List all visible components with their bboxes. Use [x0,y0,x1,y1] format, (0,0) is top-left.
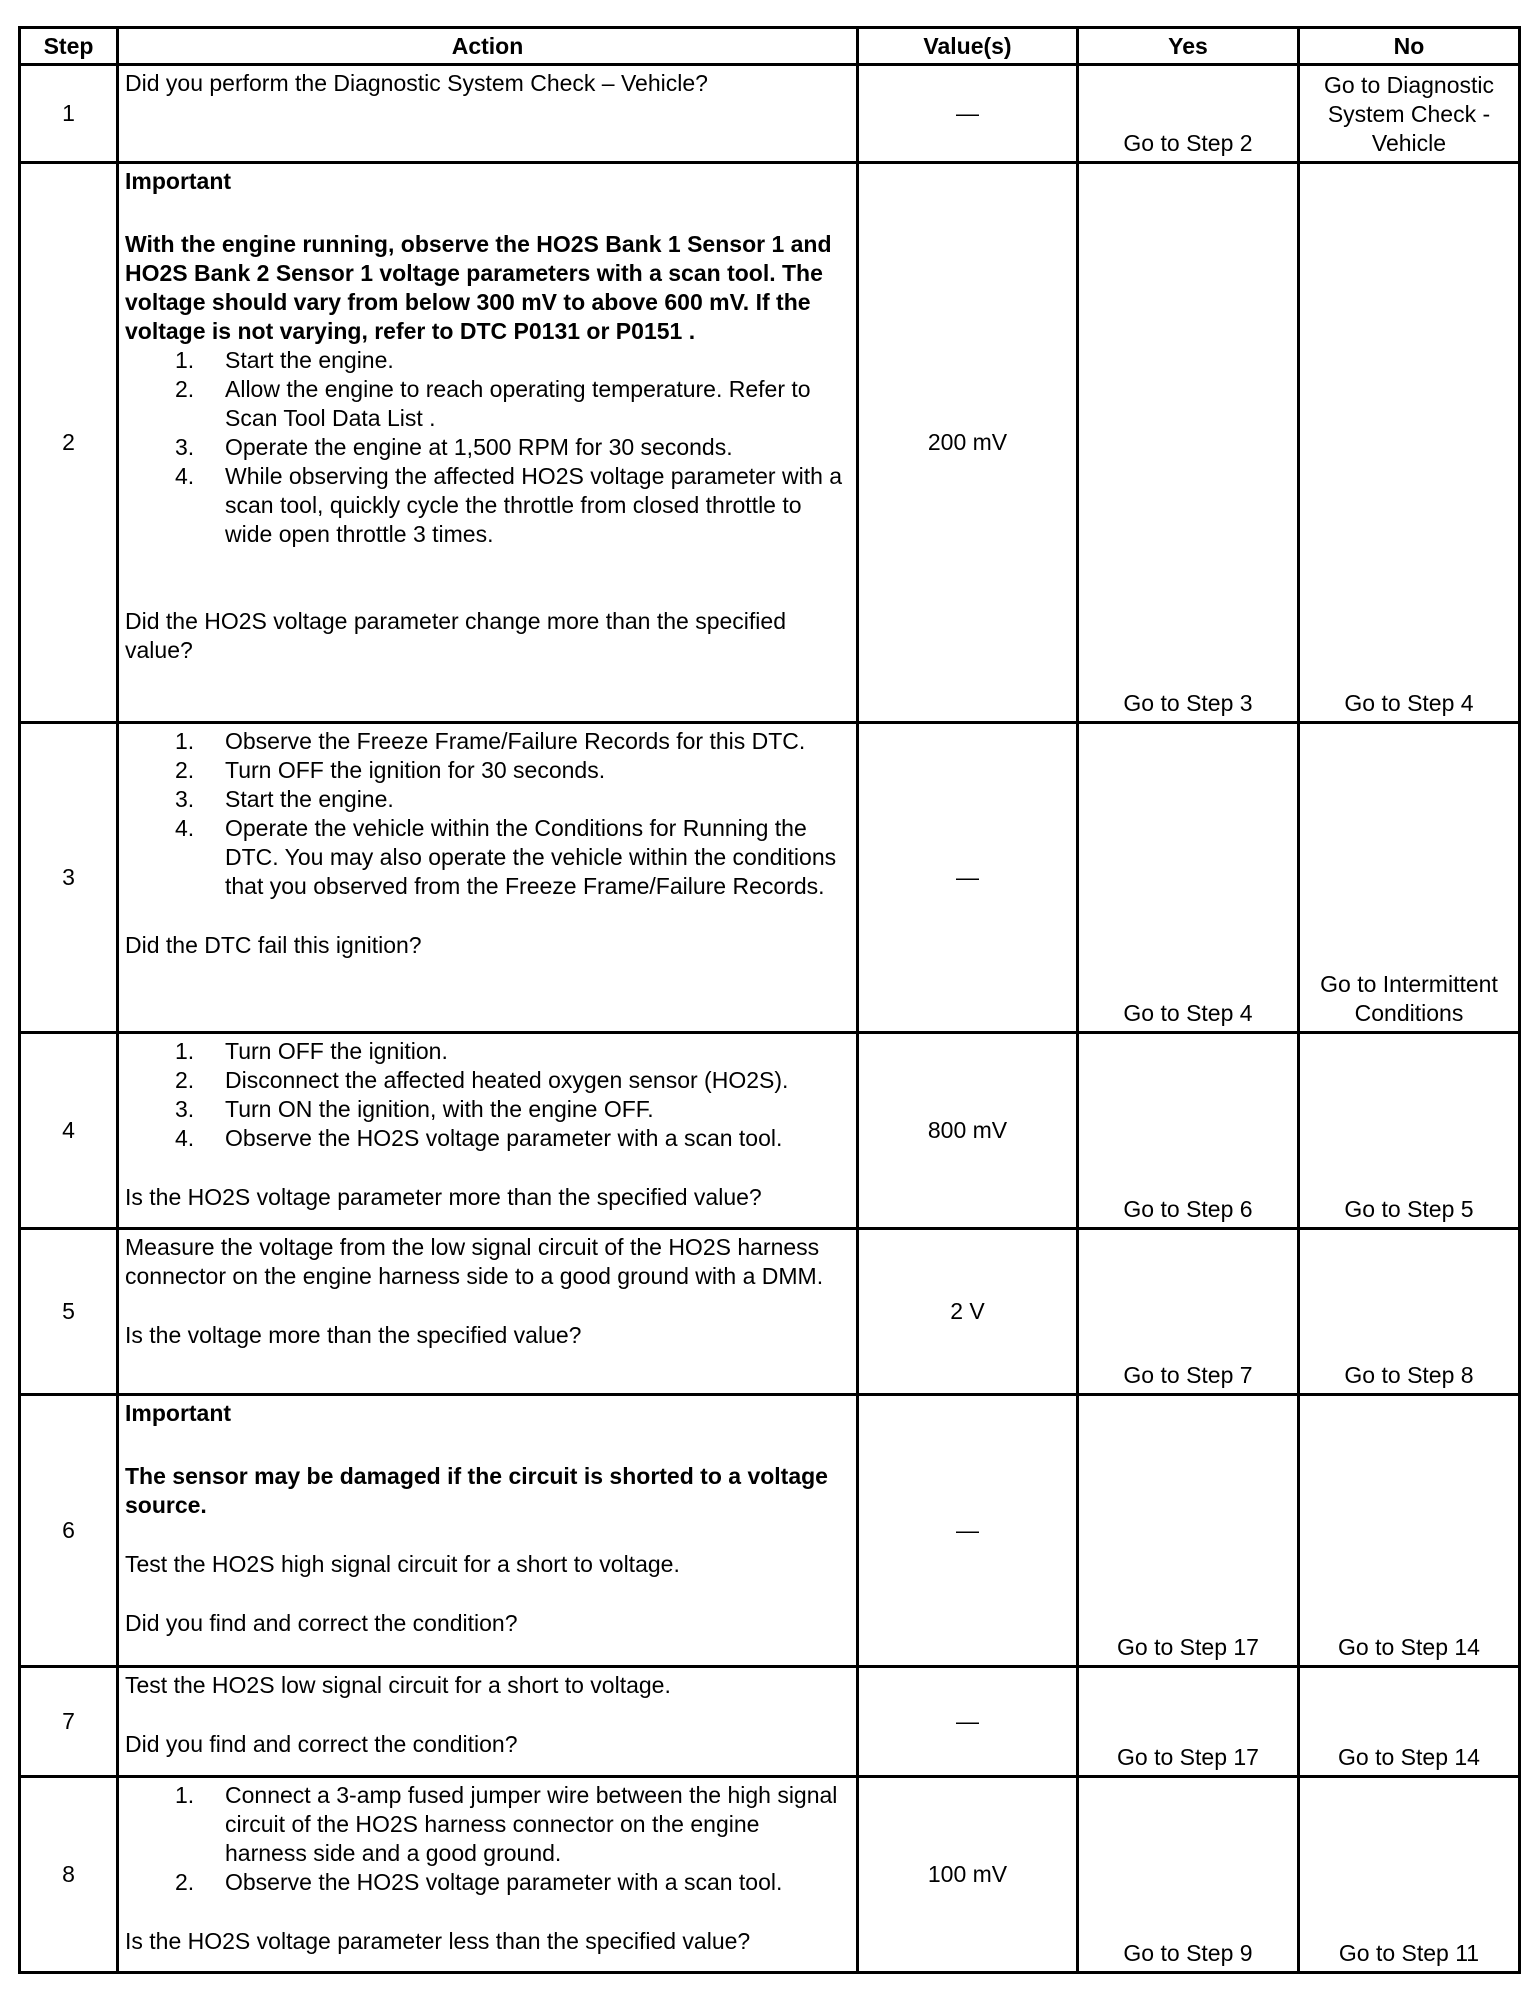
no-cell: Go to Step 8 [1299,1229,1520,1395]
list-item [175,727,846,756]
table-row [20,1033,1520,1229]
list-item-number: 2. [175,1869,195,1895]
value-cell: — [858,1667,1078,1777]
yes-cell: Go to Step 2 [1078,65,1299,163]
action-question: Did the DTC fail this ignition? [125,932,422,958]
procedure-list [125,346,850,549]
action-text: Test the HO2S low signal circuit for a short to voltage. [125,1672,671,1698]
list-item-text: While observing the affected HO2S voltage parameter with a scan tool, quickly cycle the throttle from closed throttle to wide open throttle 3 times. [225,463,843,547]
list-item [175,375,846,433]
list-item-number: 2. [175,376,195,402]
list-item [175,1124,846,1153]
value-cell: — [858,65,1078,163]
action-question: Did you find and correct the condition? [125,1731,518,1757]
step-number: 3 [20,723,118,1033]
step-number: 6 [20,1395,118,1667]
step-number: 2 [20,163,118,723]
no-cell: Go to Diagnostic System Check - Vehicle [1299,65,1520,163]
value-cell: — [858,723,1078,1033]
action-cell [118,65,858,163]
action-question: Is the HO2S voltage parameter less than the specified value? [125,1928,751,1954]
no-cell: Go to Step 4 [1299,163,1520,723]
yes-cell: Go to Step 6 [1078,1033,1299,1229]
action-question: Is the HO2S voltage parameter more than the specified value? [125,1184,762,1210]
list-item-number: 3. [175,434,195,460]
procedure-list [125,1037,850,1153]
no-cell: Go to Step 14 [1299,1395,1520,1667]
header-step: Step [20,28,118,65]
action-cell [118,1395,858,1667]
list-item-text: Disconnect the affected heated oxygen sensor (HO2S). [225,1067,789,1093]
step-number: 1 [20,65,118,163]
list-item-text: Turn OFF the ignition for 30 seconds. [225,757,606,783]
action-cell [118,1229,858,1395]
list-item [175,756,846,785]
list-item [175,433,846,462]
list-item-number: 4. [175,463,195,489]
table-row [20,1395,1520,1667]
important-text: With the engine running, observe the HO2S Bank 1 Sensor 1 and HO2S Bank 2 Sensor 1 voltage parameters with a scan tool. The voltage should vary from below 300 mV to above 600 mV. If the voltage is not varying, refer to DTC P0131 or P0151 . [125,231,832,344]
important-label: Important [125,168,232,194]
header-values: Value(s) [858,28,1078,65]
table-row [20,1777,1520,1973]
list-item-number: 3. [175,786,195,812]
list-item [175,785,846,814]
list-item [175,1095,846,1124]
procedure-list [125,1781,850,1897]
list-item [175,462,846,549]
value-cell: — [858,1395,1078,1667]
step-number: 4 [20,1033,118,1229]
list-item-number: 4. [175,1125,195,1151]
list-item-number: 1. [175,1782,195,1808]
header-row [20,28,1520,65]
list-item-number: 1. [175,347,195,373]
list-item-number: 1. [175,728,195,754]
action-cell [118,163,858,723]
list-item-text: Start the engine. [225,786,394,812]
list-item-number: 3. [175,1096,195,1122]
action-cell [118,723,858,1033]
table-row [20,163,1520,723]
list-item [175,346,846,375]
list-item-number: 1. [175,1038,195,1064]
action-question: Did the HO2S voltage parameter change more than the specified value? [125,608,786,663]
action-cell [118,1777,858,1973]
procedure-list [125,727,850,901]
important-text: The sensor may be damaged if the circuit is shorted to a voltage source. [125,1463,828,1518]
action-question: Did you perform the Diagnostic System Check – Vehicle? [125,70,708,96]
value-cell: 100 mV [858,1777,1078,1973]
header-yes: Yes [1078,28,1299,65]
action-text: Test the HO2S high signal circuit for a short to voltage. [125,1551,680,1577]
step-number: 8 [20,1777,118,1973]
yes-cell: Go to Step 9 [1078,1777,1299,1973]
yes-cell: Go to Step 4 [1078,723,1299,1033]
list-item-text: Turn OFF the ignition. [225,1038,448,1064]
action-text: Measure the voltage from the low signal circuit of the HO2S harness connector on the engine harness side to a good ground with a DMM. [125,1234,824,1289]
list-item-text: Turn ON the ignition, with the engine OFF. [225,1096,654,1122]
action-question: Did you find and correct the condition? [125,1610,518,1636]
list-item-text: Observe the Freeze Frame/Failure Records for this DTC. [225,728,806,754]
no-cell: Go to Step 14 [1299,1667,1520,1777]
step-number: 7 [20,1667,118,1777]
header-action: Action [118,28,858,65]
no-cell: Go to Step 11 [1299,1777,1520,1973]
value-cell: 2 V [858,1229,1078,1395]
yes-cell: Go to Step 3 [1078,163,1299,723]
no-cell: Go to Intermittent Conditions [1299,723,1520,1033]
yes-cell: Go to Step 17 [1078,1667,1299,1777]
diagnostic-table [18,26,1521,1974]
list-item-number: 4. [175,815,195,841]
list-item [175,814,846,901]
action-cell [118,1033,858,1229]
step-number: 5 [20,1229,118,1395]
list-item [175,1868,846,1897]
list-item-number: 2. [175,757,195,783]
header-no: No [1299,28,1520,65]
table-row [20,65,1520,163]
list-item-text: Allow the engine to reach operating temperature. Refer to Scan Tool Data List . [225,376,811,431]
value-cell: 800 mV [858,1033,1078,1229]
list-item [175,1781,846,1868]
action-cell [118,1667,858,1777]
no-cell: Go to Step 5 [1299,1033,1520,1229]
list-item-text: Connect a 3-amp fused jumper wire between the high signal circuit of the HO2S harness connector on the engine harness side and a good ground. [225,1782,838,1866]
value-cell: 200 mV [858,163,1078,723]
action-question: Is the voltage more than the specified value? [125,1322,582,1348]
list-item [175,1037,846,1066]
list-item-text: Start the engine. [225,347,394,373]
yes-cell: Go to Step 17 [1078,1395,1299,1667]
list-item-text: Observe the HO2S voltage parameter with a scan tool. [225,1125,783,1151]
table-row [20,1667,1520,1777]
list-item-text: Operate the engine at 1,500 RPM for 30 seconds. [225,434,733,460]
list-item [175,1066,846,1095]
yes-cell: Go to Step 7 [1078,1229,1299,1395]
list-item-number: 2. [175,1067,195,1093]
table-row [20,723,1520,1033]
important-label: Important [125,1400,232,1426]
list-item-text: Operate the vehicle within the Conditions for Running the DTC. You may also operate the vehicle within the conditions that you observed from the Freeze Frame/Failure Records. [225,815,837,899]
table-row [20,1229,1520,1395]
list-item-text: Observe the HO2S voltage parameter with a scan tool. [225,1869,783,1895]
